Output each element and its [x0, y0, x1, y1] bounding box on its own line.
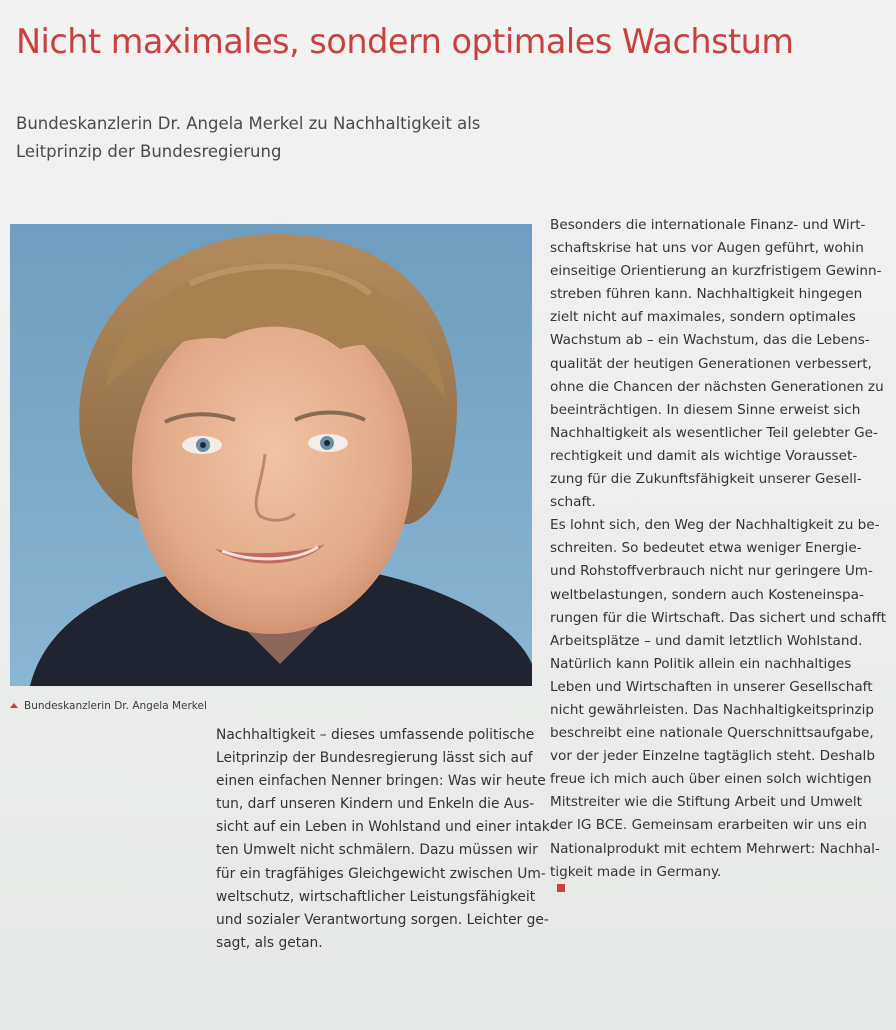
text-line: weltbelastungen, sondern auch Kosteneinspa- [550, 586, 864, 603]
portrait-illustration [10, 224, 532, 686]
text-line: Leben und Wirtschaften in unserer Gesellschaft [550, 678, 873, 695]
text-line: einseitige Orientierung an kurzfristigem Gewinn- [550, 263, 882, 280]
subtitle-line: Leitprinzip der Bundesregierung [16, 142, 282, 161]
text-line: Es lohnt sich, den Weg der Nachhaltigkeit zu be- [550, 517, 880, 534]
text-line: für ein tragfähiges Gleichgewicht zwischen Um- [216, 865, 546, 882]
text-line: zielt nicht auf maximales, sondern optimales [550, 309, 856, 326]
article-subtitle [16, 110, 576, 166]
text-line: einen einfachen Nenner bringen: Was wir heute [216, 773, 546, 790]
text-line: schaft. [550, 494, 596, 511]
text-line: ten Umwelt nicht schmälern. Dazu müssen wir [216, 842, 538, 859]
text-line: nicht gewährleisten. Das Nachhaltigkeitsprinzip [550, 701, 875, 718]
last-text-line [550, 861, 890, 892]
text-line: freue ich mich auch über einen solch wichtigen [550, 771, 872, 788]
text-line: beeinträchtigen. In diesem Sinne erweist sich [550, 401, 861, 418]
left-column [216, 724, 555, 955]
article-title: Nicht maximales, sondern optimales Wachstum [16, 22, 794, 61]
text-line: rechtigkeit und damit als wichtige Vorausset- [550, 447, 858, 464]
text-line: Wachstum ab – ein Wachstum, das die Lebens- [550, 332, 870, 349]
right-column [550, 214, 890, 892]
text-line: schaftskrise hat uns vor Augen geführt, wohin [550, 240, 864, 257]
text-line: weltschutz, wirtschaftlicher Leistungsfähigkeit [216, 888, 536, 905]
text-line: Nationalprodukt mit echtem Mehrwert: Nachhal- [550, 840, 880, 857]
square-end-icon [557, 884, 565, 892]
text-line: Arbeitsplätze – und damit letztlich Wohlstand. [550, 632, 863, 649]
text-line: tun, darf unseren Kindern und Enkeln die Aus- [216, 796, 535, 813]
text-line: Mitstreiter wie die Stiftung Arbeit und Umwelt [550, 794, 863, 811]
text-line: schreiten. So bedeutet etwa weniger Energie- [550, 540, 862, 557]
text-line: Natürlich kann Politik allein ein nachhaltiges [550, 655, 852, 672]
text-line: zung für die Zukunftsfähigkeit unserer Gesell- [550, 471, 862, 488]
text-line: Besonders die internationale Finanz- und Wirt- [550, 217, 866, 233]
photo-caption [10, 700, 270, 712]
caption-text: Bundeskanzlerin Dr. Angela Merkel [24, 700, 207, 712]
text-line: rungen für die Wirtschaft. Das sichert und schafft [550, 609, 887, 626]
text-line: Leitprinzip der Bundesregierung lässt sich auf [216, 750, 533, 767]
portrait-photo [10, 224, 532, 686]
text-line: und sozialer Verantwortung sorgen. Leichter ge- [216, 911, 549, 928]
text-line: qualität der heutigen Generationen verbessert, [550, 355, 872, 372]
text-line: Nachhaltigkeit als wesentlicher Teil gelebter Ge- [550, 424, 878, 441]
text-line-content: tigkeit made in Germany. [550, 863, 722, 880]
text-line: sicht auf ein Leben in Wohlstand und einer intak- [216, 819, 555, 836]
text-line: beschreibt eine nationale Querschnittsaufgabe, [550, 725, 874, 742]
text-line: sagt, als getan. [216, 934, 323, 951]
text-line: der IG BCE. Gemeinsam erarbeiten wir uns ein [550, 817, 867, 834]
text-line: Nachhaltigkeit – dieses umfassende politische [216, 727, 535, 743]
text-line: vor der jeder Einzelne tagtäglich steht. Deshalb [550, 748, 875, 765]
subtitle-line: Bundeskanzlerin Dr. Angela Merkel zu Nachhaltigkeit als [16, 114, 481, 133]
text-line: und Rohstoffverbrauch nicht nur geringere Um- [550, 563, 873, 580]
text-line: streben führen kann. Nachhaltigkeit hingegen [550, 286, 863, 303]
text-line: ohne die Chancen der nächsten Generationen zu [550, 378, 884, 395]
triangle-up-icon [10, 703, 18, 708]
